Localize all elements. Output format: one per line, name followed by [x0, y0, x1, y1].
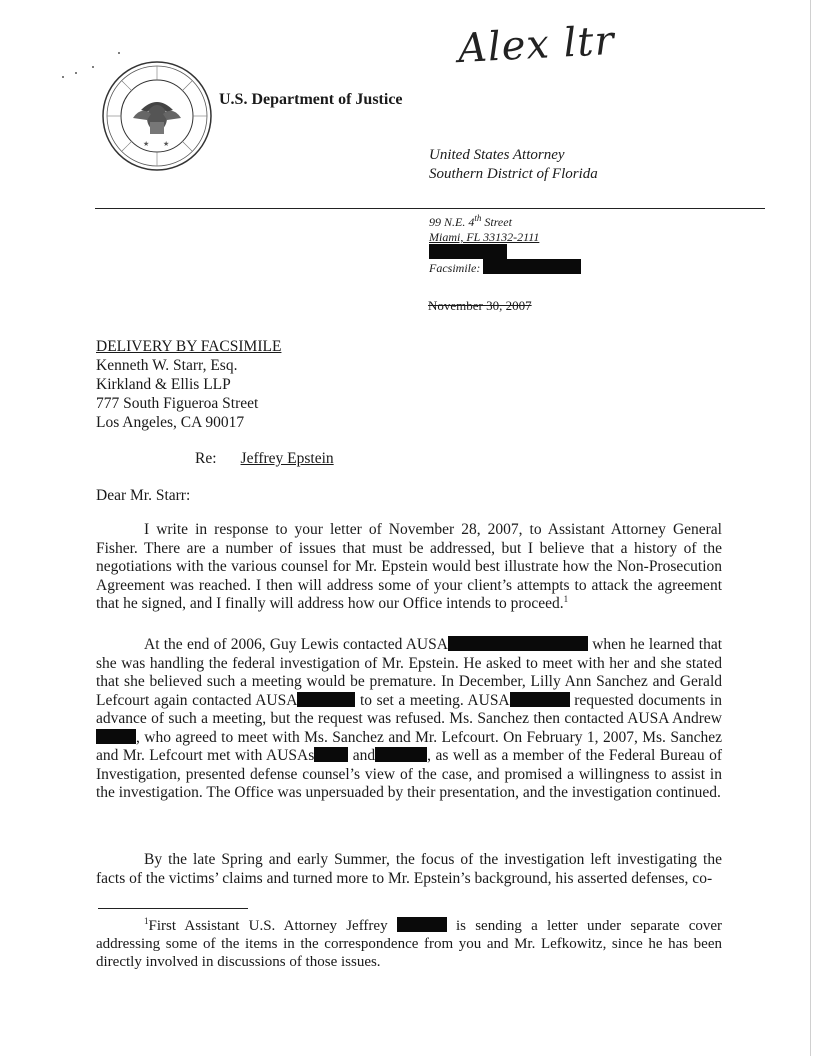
address-phone-redacted: [429, 244, 581, 259]
office-line-1: United States Attorney: [429, 147, 565, 163]
redaction-bar: [96, 729, 136, 744]
scan-speck: [92, 66, 94, 68]
redaction-bar: [397, 917, 447, 932]
handwritten-note: Alex ltr: [456, 17, 616, 73]
street-text: 99 N.E. 4: [429, 215, 475, 229]
redaction-bar: [429, 244, 507, 259]
paragraph-2-text: , who agreed to meet with Ms. Sanchez and Mr. Lefcourt. On February 1, 2007, Ms. Sanchez and Mr. Lefcourt met with AUSAs: [96, 728, 722, 764]
footnote-marker: 1: [144, 916, 149, 926]
paragraph-2-text: , as well as a member of the Federal Bureau of Investigation, presented defense counsel’s view of the case, and promised a willingness to assist in the investigation. The Office was unpersuaded by their presentation, and the investigation continued.: [96, 747, 722, 801]
redaction-bar: [448, 636, 588, 651]
department-name: U.S. Department of Justice: [219, 91, 403, 108]
footnote-ref: 1: [563, 593, 569, 604]
address-street: [429, 214, 581, 229]
svg-text:★: ★: [143, 140, 150, 148]
redaction-bar: [510, 692, 570, 707]
footnote-text: is sending a letter under separate cover addressing some of the items in the correspondence from you and Mr. Lefkowitz, since he has been directly involved in discussions of those issues.: [96, 918, 723, 970]
street-text-end: Street: [481, 215, 512, 229]
re-subject: Jeffrey Epstein: [240, 450, 334, 467]
redaction-bar: [375, 747, 427, 762]
salutation: Dear Mr. Starr:: [96, 487, 191, 504]
recipient-firm: Kirkland & Ellis LLP: [96, 376, 231, 393]
paragraph-2-text: requested documents in advance of such a meeting, but the request was refused. Ms. Sanchez then contacted AUSA Andrew: [96, 691, 722, 727]
address-city: Miami, FL 33132-2111: [429, 230, 540, 244]
struck-date: November 30, 2007: [428, 298, 532, 313]
scan-speck: [118, 52, 120, 54]
paragraph-3: By the late Spring and early Summer, the focus of the investigation left investigating the facts of the victims’ claims and turned more to Mr. Epstein’s background, his asserted defenses, co-: [96, 851, 722, 887]
office-line-2: Southern District of Florida: [429, 166, 598, 182]
office-name: [429, 146, 598, 184]
paragraph-1: [96, 521, 722, 614]
paragraph-2: [96, 636, 722, 803]
footnote-rule: [98, 908, 248, 909]
scan-speck: [62, 76, 64, 78]
street-suffix: th: [474, 213, 482, 223]
recipient-city: Los Angeles, CA 90017: [96, 414, 245, 431]
re-line: [195, 450, 334, 468]
paragraph-2-text: and: [348, 747, 376, 764]
redaction-bar: [297, 692, 355, 707]
fax-label: Facsimile:: [429, 261, 481, 275]
svg-text:★: ★: [163, 140, 170, 148]
delivery-method: DELIVERY BY FACSIMILE: [96, 338, 282, 355]
office-address: [429, 214, 581, 274]
redaction-bar: [483, 259, 581, 274]
recipient-street: 777 South Figueroa Street: [96, 395, 259, 412]
paragraph-2-text: when he learned that she was handling the federal investigation of Mr. Epstein. He asked to meet with her and she stated that she believed such a meeting would be premature. In December, Lilly Ann Sanchez and Gerald Lefcourt again contacted AUSA: [96, 636, 723, 709]
re-label: Re:: [195, 450, 217, 467]
paragraph-1-text: I write in response to your letter of November 28, 2007, to Assistant Attorney General Fisher. There are a number of issues that must be addressed, but I believe that a history of the negotiations with the various counsel for Mr. Epstein would best illustrate how the Non-Prosecution Agreement was reached. I then will address some of your client’s attempts to attack the agreement that he signed, and I finally will address how our Office intends to proceed.: [96, 521, 722, 612]
footnote-text: First Assistant U.S. Attorney Jeffrey: [148, 918, 388, 934]
paragraph-2-text: At the end of 2006, Guy Lewis contacted AUSA: [144, 636, 448, 653]
letterhead-rule: [95, 208, 765, 209]
redaction-bar: [314, 747, 348, 762]
recipient-name: Kenneth W. Starr, Esq.: [96, 357, 238, 374]
address-fax: [429, 259, 581, 274]
doj-seal-icon: [101, 60, 213, 172]
scan-speck: [75, 72, 77, 74]
paragraph-2-text: to set a meeting. AUSA: [355, 691, 510, 709]
recipient-block: [96, 356, 258, 432]
scan-edge: [810, 0, 811, 1056]
footnote: [96, 917, 722, 971]
